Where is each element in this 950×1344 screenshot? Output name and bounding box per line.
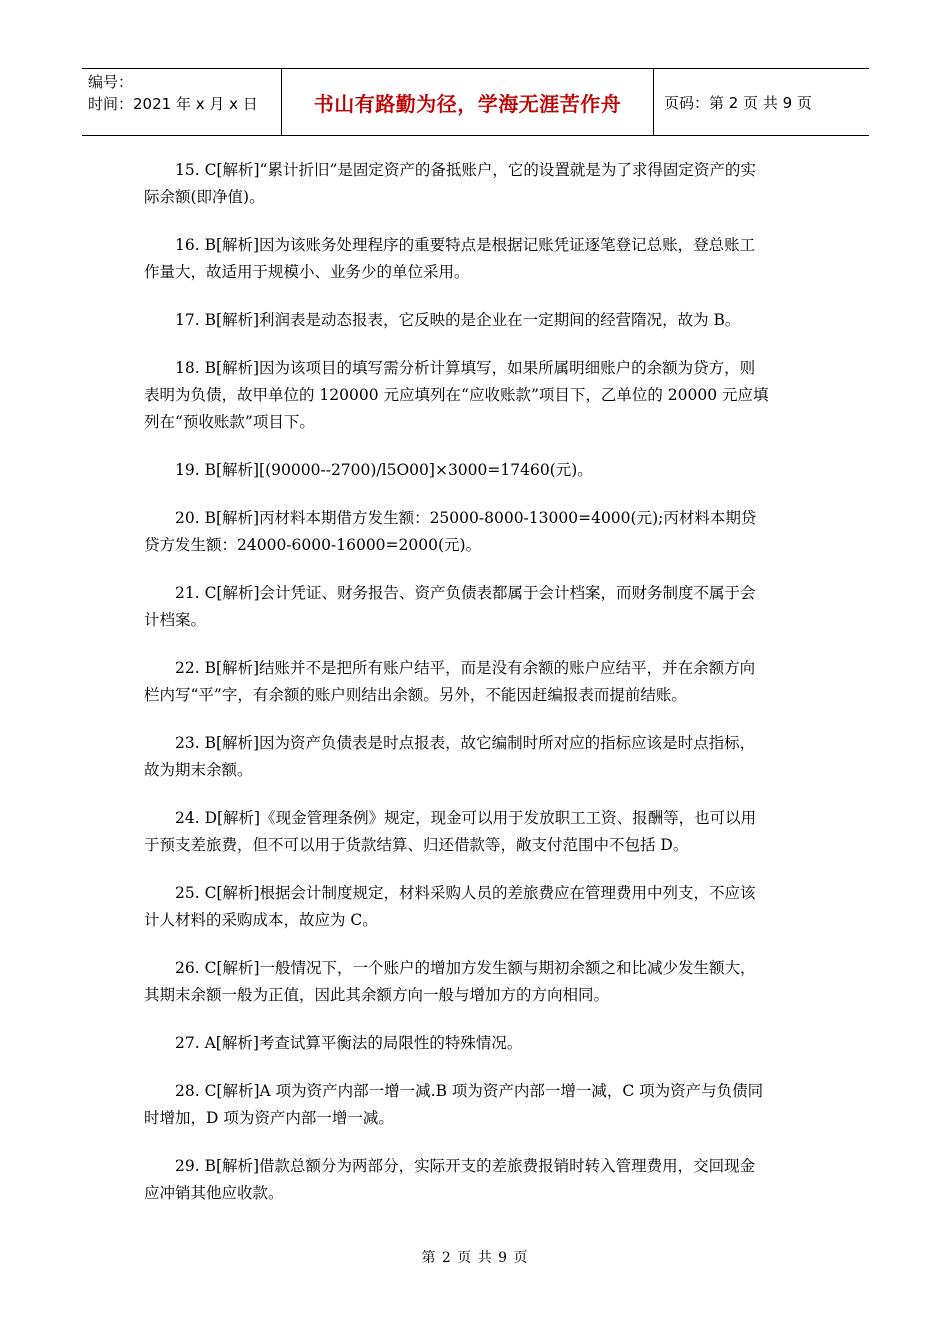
paragraph-line: 栏内写“平”字，有余额的账户则结出余额。另外，不能因赶编报表而提前结账。 [144, 686, 687, 704]
document-body [144, 157, 810, 1228]
answer-paragraph [144, 505, 810, 559]
paragraph-line: 计档案。 [144, 611, 207, 629]
paragraph-line: 29. B[解析]借款总额分为两部分，实际开支的差旅费报销时转入管理费用，交回现金 [175, 1157, 756, 1175]
paragraph-line: 20. B[解析]丙材料本期借方发生额：25000-8000-13000=4000(元);丙材料本期贷 [175, 509, 757, 527]
answer-paragraph [144, 805, 810, 859]
answer-paragraph [144, 955, 810, 1009]
paragraph-line: 18. B[解析]因为该项目的填写需分析计算填写，如果所属明细账户的余额为贷方，则 [175, 359, 756, 377]
answer-paragraph [144, 880, 810, 934]
paragraph-line: 故为期末余额。 [144, 761, 253, 779]
paragraph-line: 17. B[解析]利润表是动态报表，它反映的是企业在一定期间的经营隋况，故为 B。 [175, 311, 741, 329]
answer-paragraph [144, 1153, 810, 1207]
document-number-label: 编号： [88, 73, 134, 91]
answer-paragraph [144, 232, 810, 286]
paragraph-line: 作量大，故适用于规模小、业务少的单位采用。 [144, 263, 470, 281]
answer-paragraph [144, 655, 810, 709]
header-page-info: 页码：第 2 页 共 9 页 [664, 93, 812, 112]
paragraph-line: 表明为负债，故甲单位的 120000 元应填列在“应收账款”项目下，乙单位的 20000 元应填 [144, 386, 769, 404]
paragraph-line: 时增加，D 项为资产内部一增一减。 [144, 1109, 394, 1127]
page-footer: 第 2 页 共 9 页 [421, 1250, 529, 1266]
answer-paragraph [144, 355, 810, 436]
answer-paragraph [144, 457, 810, 484]
paragraph-line: 28. C[解析]A 项为资产内部一增一减.B 项为资产内部一增一减，C 项为资产与负债同 [175, 1082, 764, 1100]
answer-paragraph [144, 730, 810, 784]
paragraph-line: 21. C[解析]会计凭证、财务报告、资产负债表都属于会计档案，而财务制度不属于会 [175, 584, 756, 602]
paragraph-line: 贷方发生额：24000-6000-16000=2000(元)。 [144, 536, 482, 554]
paragraph-line: 于预支差旅费，但不可以用于货款结算、归还借款等，敞支付范围中不包括 D。 [144, 836, 689, 854]
paragraph-line: 25. C[解析]根据会计制度规定，材料采购人员的差旅费应在管理费用中列支，不应该 [175, 884, 756, 902]
paragraph-line: 15. C[解析]“累计折旧”是固定资产的备抵账户，它的设置就是为了求得固定资产的实 [175, 161, 756, 179]
paragraph-line: 列在“预收账款”项目下。 [144, 413, 315, 431]
paragraph-line: 24. D[解析]《现金管理条例》规定，现金可以用于发放职工工资、报酬等，也可以用 [175, 809, 757, 827]
paragraph-line: 16. B[解析]因为该账务处理程序的重要特点是根据记账凭证逐笔登记总账，登总账工 [175, 236, 756, 254]
paragraph-line: 应冲销其他应收款。 [144, 1184, 284, 1202]
header-motto: 书山有路勤为径，学海无涯苦作舟 [282, 69, 654, 135]
header-meta [82, 69, 282, 135]
paragraph-line: 22. B[解析]结账并不是把所有账户结平，而是没有余额的账户应结平，并在余额方向 [175, 659, 756, 677]
paragraph-line: 计人材料的采购成本，故应为 C。 [144, 911, 378, 929]
paragraph-line: 27. A[解析]考查试算平衡法的局限性的特殊情况。 [175, 1034, 523, 1052]
answer-paragraph [144, 580, 810, 634]
paragraph-line: 际余额(即净值)。 [144, 188, 265, 206]
answer-paragraph [144, 1078, 810, 1132]
paragraph-line: 19. B[解析][(90000--2700)/l5O00]×3000=17460(元)。 [175, 461, 593, 479]
paragraph-line: 其期末余额一般为正值，因此其余额方向一般与增加方的方向相同。 [144, 986, 610, 1004]
paragraph-line: 23. B[解析]因为资产负债表是时点报表，故它编制时所对应的指标应该是时点指标， [175, 734, 756, 752]
answer-paragraph [144, 307, 810, 334]
paragraph-line: 26. C[解析]一般情况下，一个账户的增加方发生额与期初余额之和比减少发生额大， [175, 959, 756, 977]
answer-paragraph [144, 157, 810, 211]
answer-paragraph [144, 1030, 810, 1057]
document-date: 时间：2021 年 x 月 x 日 [88, 95, 258, 113]
page-header [82, 68, 869, 136]
